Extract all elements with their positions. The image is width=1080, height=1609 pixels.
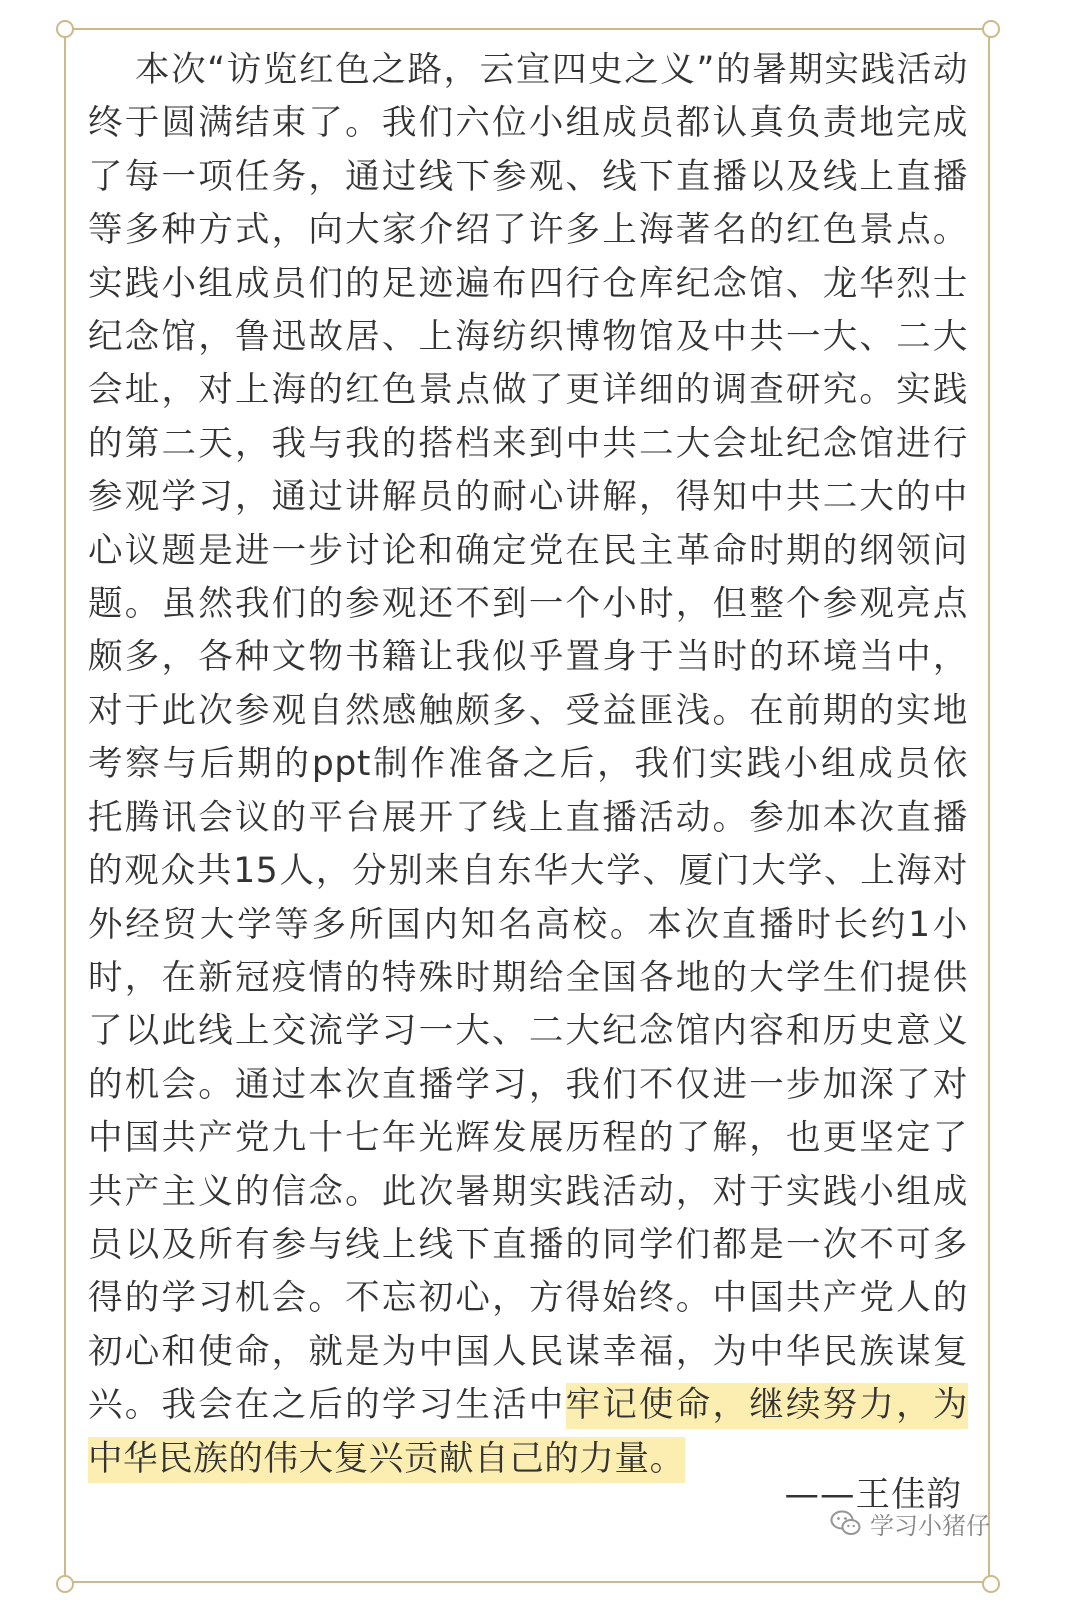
article-line: 的观众共15人，分别来自东华大学、厦门大学、上海对 (88, 851, 968, 892)
article-line: 员以及所有参与线上线下直播的同学们都是一次不可多 (88, 1224, 968, 1265)
wechat-icon (830, 1509, 862, 1537)
article-line: 心议题是进一步讨论和确定党在民主革命时期的纲领问 (88, 530, 968, 571)
article-line: 共产主义的信念。此次暑期实践活动，对于实践小组成 (88, 1171, 968, 1212)
article-line: 托腾讯会议的平台展开了线上直播活动。参加本次直播 (88, 797, 968, 838)
frame-corner-ornament (982, 20, 1000, 38)
watermark-text: 学习小猪仔 (870, 1511, 990, 1540)
account-watermark (830, 1503, 990, 1543)
frame-corner-ornament (56, 20, 74, 38)
article-line: 的第二天，我与我的搭档来到中共二大会址纪念馆进行 (88, 423, 968, 464)
article-line: 考察与后期的ppt制作准备之后，我们实践小组成员依 (88, 744, 968, 785)
article-line: 终于圆满结束了。我们六位小组成员都认真负责地完成 (88, 103, 968, 144)
article-line: 了每一项任务，通过线下参观、线下直播以及线上直播 (88, 156, 968, 197)
article-line: 纪念馆，鲁迅故居、上海纺织博物馆及中共一大、二大 (88, 317, 968, 358)
article-line: 题。虽然我们的参观还不到一个小时，但整个参观亮点 (88, 584, 968, 625)
highlighted-text: 中华民族的伟大复兴贡献自己的力量。 (88, 1437, 685, 1483)
article-line: 了以此线上交流学习一大、二大纪念馆内容和历史意义 (88, 1011, 968, 1052)
frame-corner-ornament (56, 1575, 74, 1593)
article-line: 的机会。通过本次直播学习，我们不仅进一步加深了对 (88, 1064, 968, 1105)
article-line: 本次“访览红色之路，云宣四史之义”的暑期实践活动 (135, 50, 968, 90)
article-line: 等多种方式，向大家介绍了许多上海著名的红色景点。 (88, 210, 968, 251)
frame-corner-ornament (982, 1575, 1000, 1593)
article-line: 外经贸大学等多所国内知名高校。本次直播时长约1小 (88, 904, 968, 945)
article-line: 中国共产党九十七年光辉发展历程的了解，也更坚定了 (88, 1118, 968, 1159)
article-body (88, 44, 968, 1486)
article-line: 颇多，各种文物书籍让我似乎置身于当时的环境当中， (88, 637, 968, 678)
highlighted-text: 牢记使命，继续努力，为 (566, 1383, 968, 1429)
article-text-plain: 兴。我会在之后的学习生活中 (88, 1385, 566, 1426)
article-line: 实践小组成员们的足迹遍布四行仓库纪念馆、龙华烈士 (88, 263, 968, 304)
article-line: 得的学习机会。不忘初心，方得始终。中国共产党人的 (88, 1278, 968, 1319)
article-line: 时，在新冠疫情的特殊时期给全国各地的大学生们提供 (88, 957, 968, 998)
article-line: 会址，对上海的红色景点做了更详细的调查研究。实践 (88, 370, 968, 411)
article-line: 初心和使命，就是为中国人民谋幸福，为中华民族谋复 (88, 1331, 968, 1372)
article-line (88, 1379, 968, 1432)
article-line: 参观学习，通过讲解员的耐心讲解，得知中共二大的中 (88, 477, 968, 518)
author-signature: ——王佳韵 (784, 1475, 962, 1515)
article-line: 对于此次参观自然感触颇多、受益匪浅。在前期的实地 (88, 690, 968, 731)
